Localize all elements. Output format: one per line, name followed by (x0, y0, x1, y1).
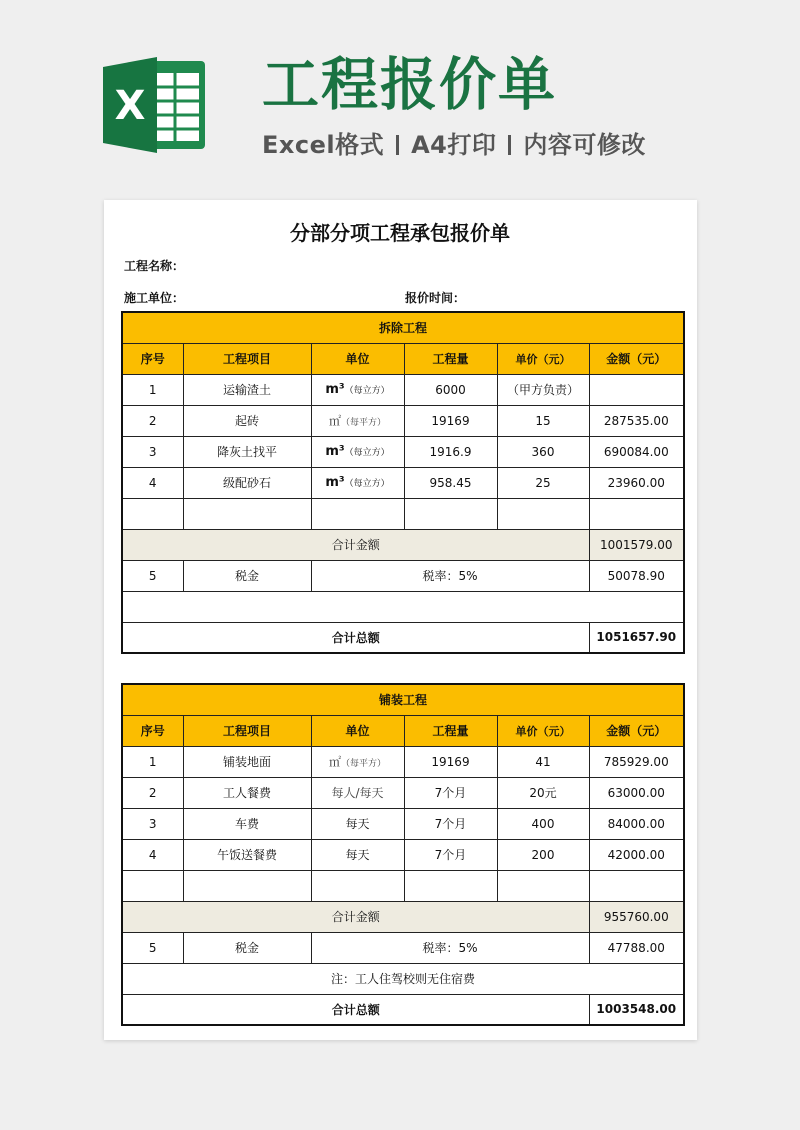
section-title: 铺装工程 (122, 684, 684, 715)
col-header-item: 工程项目 (183, 715, 311, 746)
subtitle-separator (508, 135, 511, 155)
unit-main: ㎡ (328, 414, 341, 428)
unit-note: （每立方） (344, 386, 390, 396)
col-header-price: 单价（元） (497, 715, 589, 746)
table-row (122, 374, 684, 405)
table-row (122, 746, 684, 777)
total-label: 合计总额 (122, 994, 589, 1025)
row-item: 午饭送餐费 (183, 839, 311, 870)
tax-row (122, 560, 684, 591)
col-header-no: 序号 (122, 343, 183, 374)
row-amount: 42000.00 (589, 839, 684, 870)
subtotal-row (122, 529, 684, 560)
empty-row (122, 498, 684, 529)
col-header-amount: 金额（元） (589, 343, 684, 374)
col-header-item: 工程项目 (183, 343, 311, 374)
row-qty: 7个月 (404, 839, 497, 870)
banner-subtitle (262, 125, 646, 160)
table-row (122, 808, 684, 839)
col-header-amount: 金额（元） (589, 715, 684, 746)
col-header-no: 序号 (122, 715, 183, 746)
row-item: 车费 (183, 808, 311, 839)
row-qty: 19169 (404, 746, 497, 777)
subtitle-editable: 内容可修改 (523, 131, 646, 159)
row-unit (311, 436, 404, 467)
row-no: 3 (122, 436, 183, 467)
section-title: 拆除工程 (122, 312, 684, 343)
row-unit (311, 405, 404, 436)
row-price: 41 (497, 746, 589, 777)
row-amount: 63000.00 (589, 777, 684, 808)
unit-main: m³ (325, 444, 345, 459)
tax-row (122, 932, 684, 963)
subtitle-separator (396, 135, 399, 155)
unit-note: （每立方） (344, 448, 390, 458)
row-qty: 6000 (404, 374, 497, 405)
tax-label: 税金 (183, 560, 311, 591)
col-header-price: 单价（元） (497, 343, 589, 374)
row-amount: 84000.00 (589, 808, 684, 839)
row-item: 工人餐费 (183, 777, 311, 808)
row-no: 1 (122, 374, 183, 405)
subtotal-label: 合计金额 (122, 901, 589, 932)
note-text: 注：工人住驾校则无住宿费 (122, 963, 684, 994)
row-item: 级配砂石 (183, 467, 311, 498)
row-unit (311, 374, 404, 405)
row-item: 铺装地面 (183, 746, 311, 777)
row-amount: 23960.00 (589, 467, 684, 498)
unit-main: ㎡ (328, 755, 341, 769)
unit-main: m³ (325, 475, 345, 490)
total-label: 合计总额 (122, 622, 589, 653)
subtitle-print: A4打印 (411, 131, 497, 159)
total-row (122, 622, 684, 653)
row-price: （甲方负责） (497, 374, 589, 405)
empty-row (122, 870, 684, 901)
unit-note: （每立方） (344, 479, 390, 489)
row-price: 25 (497, 467, 589, 498)
table-row (122, 436, 684, 467)
row-price: 15 (497, 405, 589, 436)
column-header-row (122, 343, 684, 374)
subtotal-row (122, 901, 684, 932)
row-qty: 19169 (404, 405, 497, 436)
excel-logo-icon (101, 57, 207, 153)
row-amount: 785929.00 (589, 746, 684, 777)
total-value: 1003548.00 (589, 994, 684, 1025)
row-no: 2 (122, 777, 183, 808)
subtotal-value: 1001579.00 (589, 529, 684, 560)
row-unit: 每人/每天 (311, 777, 404, 808)
svg-text:X: X (114, 83, 146, 129)
row-item: 降灰土找平 (183, 436, 311, 467)
row-price: 20元 (497, 777, 589, 808)
col-header-unit: 单位 (311, 343, 404, 374)
table-row (122, 777, 684, 808)
table-row (122, 839, 684, 870)
row-unit: 每天 (311, 808, 404, 839)
row-amount: 287535.00 (589, 405, 684, 436)
section-header-row (122, 312, 684, 343)
empty-row (122, 591, 684, 622)
row-price: 400 (497, 808, 589, 839)
paving-table (121, 683, 685, 1026)
row-unit (311, 746, 404, 777)
row-amount (589, 374, 684, 405)
row-unit (311, 467, 404, 498)
tax-rate: 税率：5% (311, 560, 589, 591)
row-amount: 690084.00 (589, 436, 684, 467)
row-qty: 7个月 (404, 808, 497, 839)
banner-title: 工程报价单 (262, 52, 557, 118)
tax-label: 税金 (183, 932, 311, 963)
col-header-unit: 单位 (311, 715, 404, 746)
unit-note: （每平方） (341, 418, 387, 428)
tax-rate: 税率：5% (311, 932, 589, 963)
row-item: 运输渣土 (183, 374, 311, 405)
tax-no: 5 (122, 932, 183, 963)
row-no: 2 (122, 405, 183, 436)
row-qty: 1916.9 (404, 436, 497, 467)
subtotal-label: 合计金额 (122, 529, 589, 560)
note-row (122, 963, 684, 994)
row-price: 200 (497, 839, 589, 870)
document-title: 分部分项工程承包报价单 (290, 221, 510, 245)
section-header-row (122, 684, 684, 715)
quote-time-label: 报价时间： (405, 291, 466, 305)
row-item: 起砖 (183, 405, 311, 436)
table-row (122, 405, 684, 436)
col-header-qty: 工程量 (404, 343, 497, 374)
tax-no: 5 (122, 560, 183, 591)
row-no: 4 (122, 467, 183, 498)
column-header-row (122, 715, 684, 746)
total-value: 1051657.90 (589, 622, 684, 653)
contractor-label: 施工单位： (124, 291, 185, 305)
total-row (122, 994, 684, 1025)
col-header-qty: 工程量 (404, 715, 497, 746)
row-price: 360 (497, 436, 589, 467)
row-unit: 每天 (311, 839, 404, 870)
unit-main: m³ (325, 382, 345, 397)
row-no: 3 (122, 808, 183, 839)
subtitle-format: Excel格式 (262, 131, 385, 159)
row-no: 1 (122, 746, 183, 777)
tax-amount: 50078.90 (589, 560, 684, 591)
table-row (122, 467, 684, 498)
row-qty: 958.45 (404, 467, 497, 498)
demolition-table (121, 311, 685, 654)
project-name-label: 工程名称： (124, 259, 185, 273)
unit-note: （每平方） (341, 759, 387, 769)
row-qty: 7个月 (404, 777, 497, 808)
subtotal-value: 955760.00 (589, 901, 684, 932)
tax-amount: 47788.00 (589, 932, 684, 963)
row-no: 4 (122, 839, 183, 870)
